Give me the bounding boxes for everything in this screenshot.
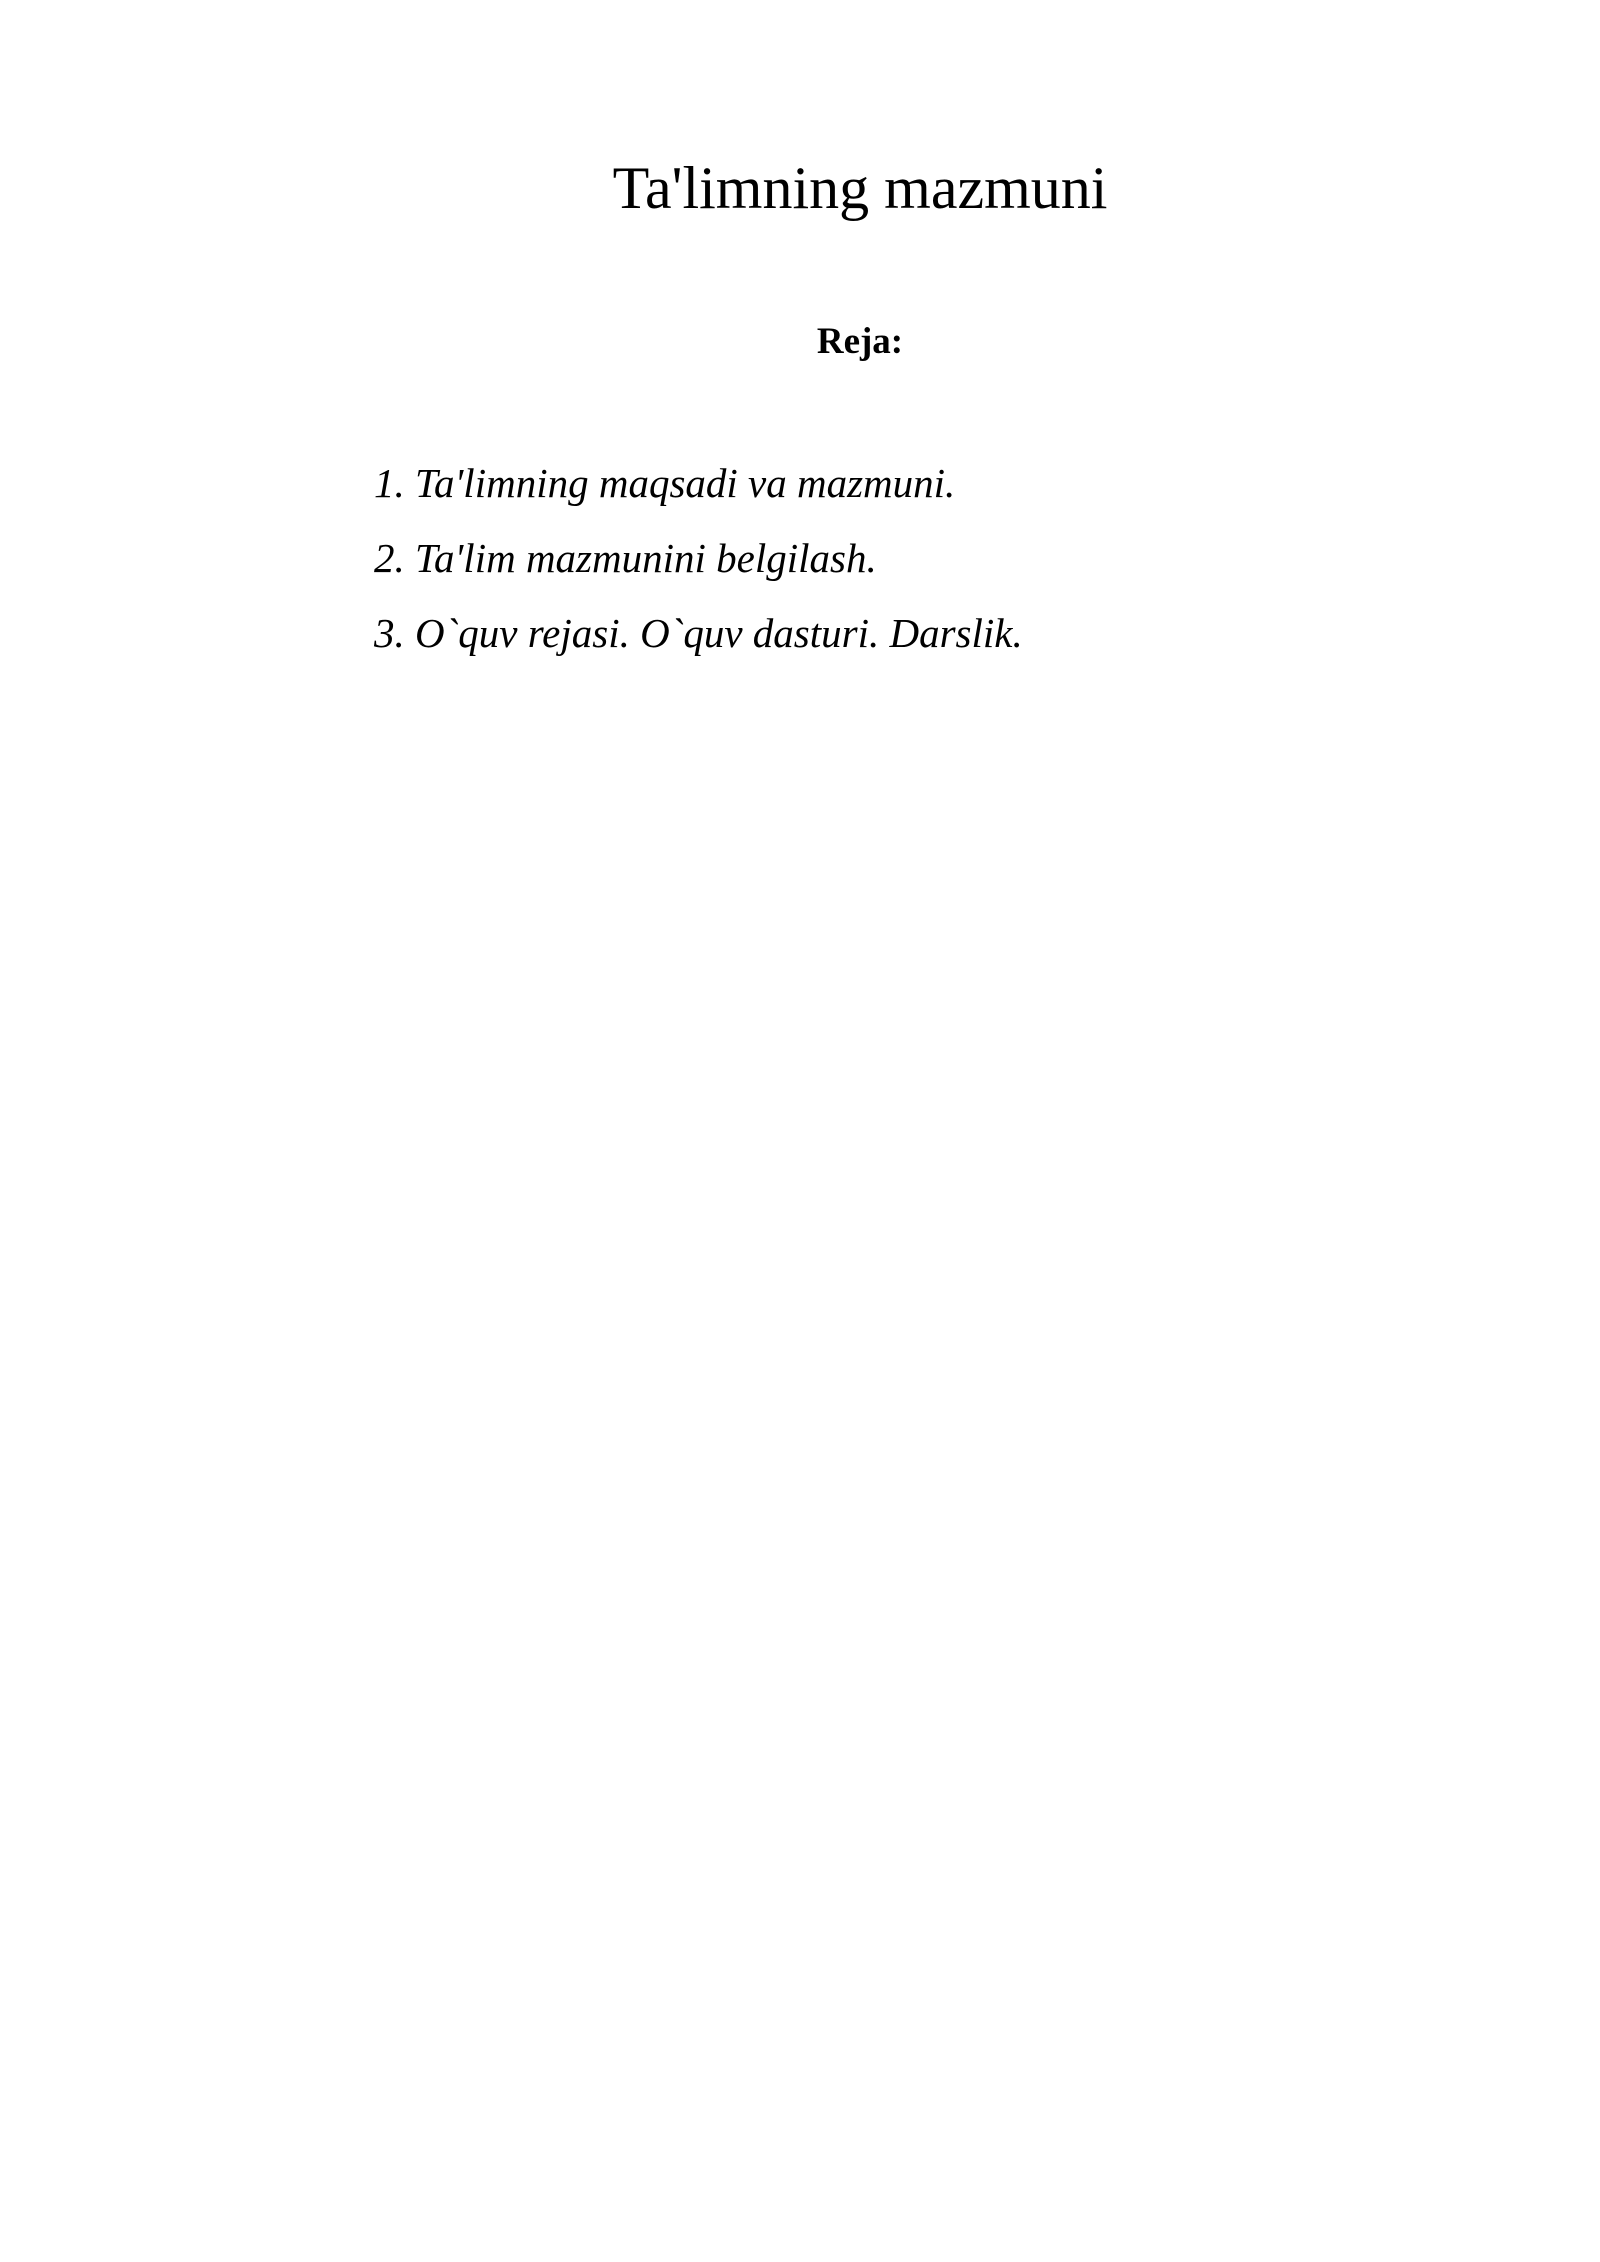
plan-item: 3. O`quv rejasi. O`quv dasturi. Darslik.	[374, 610, 1023, 656]
plan-heading: Reja:	[816, 321, 904, 362]
plan-item: 2. Ta'lim mazmunini belgilash.	[374, 535, 877, 581]
document-title: Ta'limning mazmuni	[612, 155, 1108, 221]
plan-item: 1. Ta'limning maqsadi va mazmuni.	[374, 460, 956, 506]
plan-list	[374, 446, 1023, 671]
